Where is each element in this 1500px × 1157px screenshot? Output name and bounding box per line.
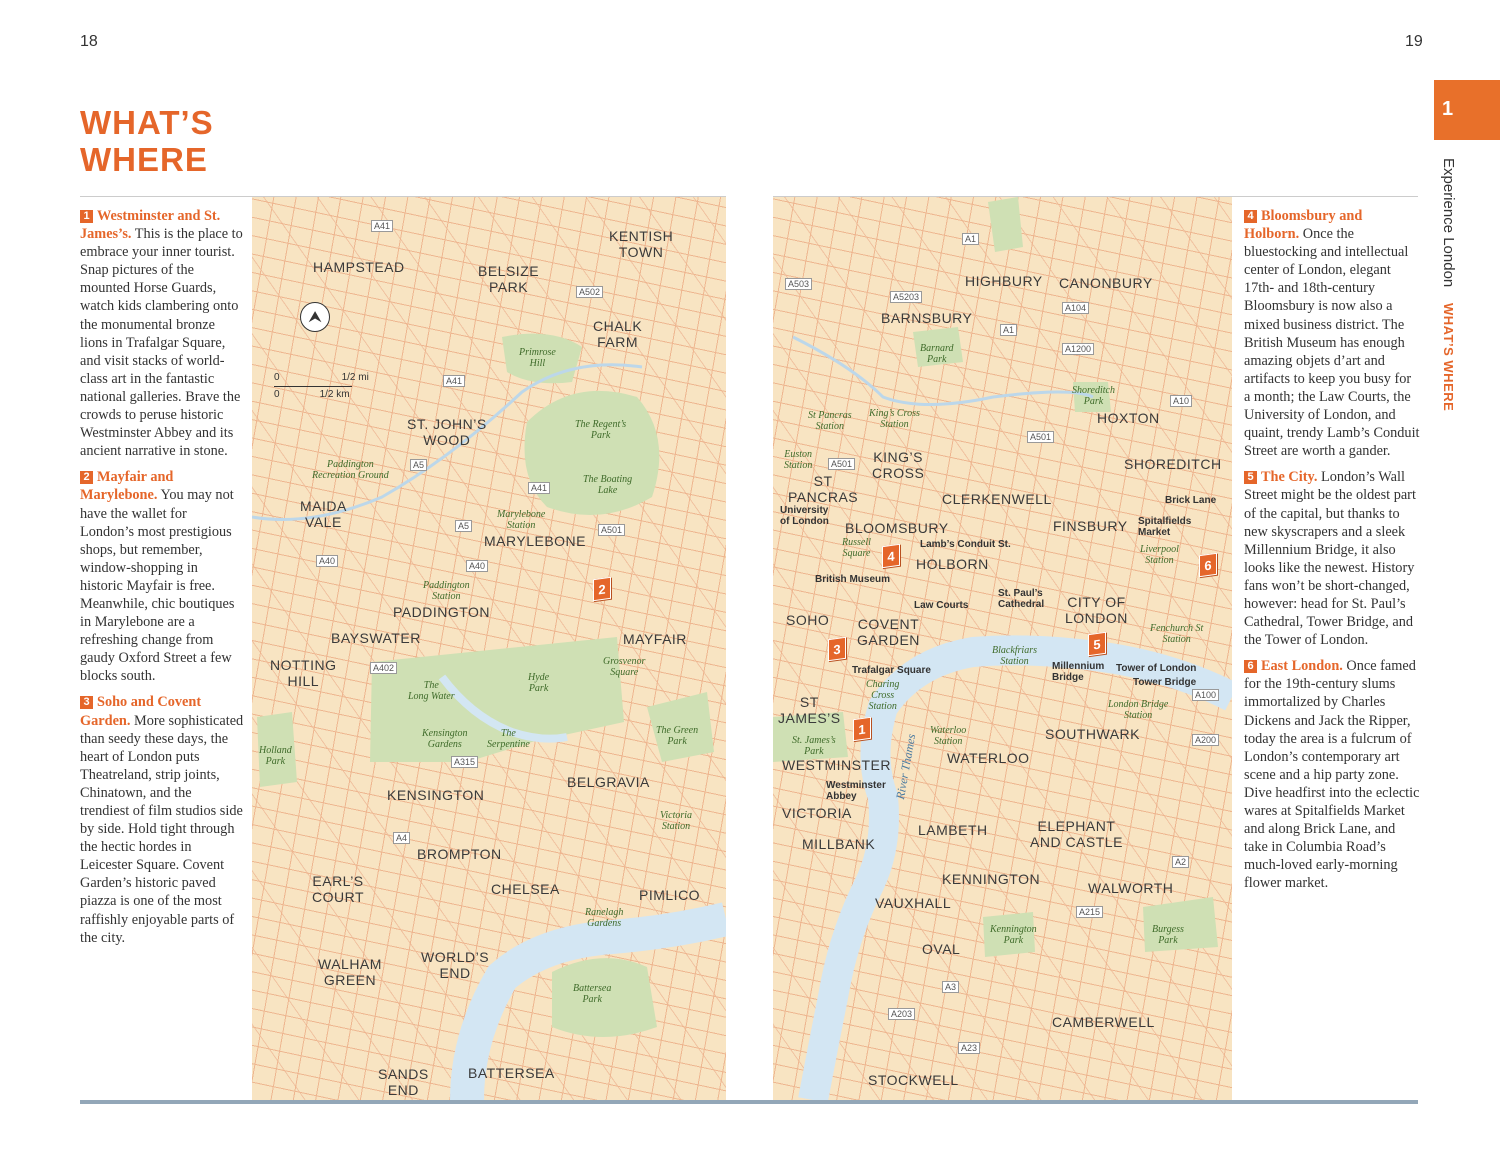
park-label: Victoria Station <box>660 810 693 832</box>
park-label: Paddington Station <box>423 580 470 602</box>
section-5 <box>1244 468 1420 649</box>
park-label: Euston Station <box>784 449 813 471</box>
scale-zero-km: 0 <box>274 389 280 400</box>
district-label: STOCKWELL <box>868 1072 959 1088</box>
district-label: SHOREDITCH <box>1124 456 1222 472</box>
section-number: 5 <box>1244 471 1257 484</box>
district-label: BROMPTON <box>417 846 502 862</box>
park-label: St. James’s Park <box>792 735 836 757</box>
scale-zero-mi: 0 <box>274 372 280 383</box>
river-label: River Thames <box>893 732 919 801</box>
title-line-1: WHAT’S <box>80 104 214 141</box>
road-label: A501 <box>598 524 625 536</box>
district-label: CHELSEA <box>491 881 560 897</box>
district-label: ST JAMES’S <box>778 694 841 726</box>
map-marker-1[interactable]: 1 <box>853 717 871 742</box>
section-name: Experience London <box>1440 158 1457 288</box>
landmark-label: Tower Bridge <box>1133 677 1197 688</box>
road-label: A2 <box>1172 856 1189 868</box>
district-label: PADDINGTON <box>393 604 491 620</box>
park-label: Fenchurch St Station <box>1150 623 1204 645</box>
road-label: A41 <box>528 482 550 494</box>
park-label: The Green Park <box>656 725 699 747</box>
park-label: The Regent’s Park <box>575 419 627 441</box>
landmark-label: Brick Lane <box>1165 495 1217 506</box>
section-body: This is the place to embrace your inner tourist. Snap pictures of the mounted Horse Guards, watch kids clambering onto the monumental bronze lions in Trafalgar Square, and visit stacks of world-class art in the fantastic national galleries. Brave the crowds to peruse historic Westminster Abbey and its ancient narrative in stone. <box>80 226 243 460</box>
district-label: ST. JOHN’S WOOD <box>407 416 487 448</box>
district-label: CITY OF LONDON <box>1065 594 1128 626</box>
park-highbury <box>988 197 1023 252</box>
section-6 <box>1244 657 1420 892</box>
district-label: BELSIZE PARK <box>478 263 540 295</box>
district-label: KENTISH TOWN <box>609 228 674 260</box>
district-label: CLERKENWELL <box>942 491 1052 507</box>
park-label: Battersea Park <box>573 983 612 1005</box>
section-title: Bloomsbury and Holborn. <box>1244 208 1363 243</box>
park-label: Liverpool Station <box>1140 544 1179 566</box>
section-title: East London. <box>1261 658 1343 675</box>
title-line-2: WHERE <box>80 141 208 178</box>
page-title <box>80 104 214 178</box>
section-number: 6 <box>1244 660 1257 673</box>
park-regents-park <box>525 391 660 515</box>
map-marker-6[interactable]: 6 <box>1199 553 1217 578</box>
landmark-label: Spitalfields Market <box>1138 516 1192 538</box>
road-label: A3 <box>942 981 959 993</box>
section-body: Once famed for the 19th-century slums immortalized by Charles Dickens and Jack the Ripper, today the area is a fulcrum of London’s contemporary art scene and a hip party zone. Dive headfirst into the eclectic wares at Spitalfields Market and along Brick Lane, and take in Columbia Road’s much-loved early-morning flower market. <box>1244 658 1420 892</box>
road-label: A4 <box>393 832 410 844</box>
map-marker-3[interactable]: 3 <box>828 637 846 662</box>
road-label: A5 <box>455 520 472 532</box>
landmark-label: Tower of London <box>1116 663 1197 674</box>
park-label: London Bridge Station <box>1108 699 1169 721</box>
section-body: You may not have the wallet for London’s most prestigious shops, but remember, window-shopping in historic Mayfair is free. Meanwhile, chic boutiques in Marylebone are a refreshing change from gaudy Oxford Street a few blocks south. <box>80 487 235 685</box>
map-marker-5[interactable]: 5 <box>1088 632 1106 657</box>
bottom-rule <box>80 1100 1418 1104</box>
road-label: A104 <box>1062 302 1089 314</box>
section-title: Mayfair and Marylebone. <box>80 469 174 504</box>
park-label: Barnard Park <box>920 343 954 365</box>
district-label: ST PANCRAS <box>788 473 859 505</box>
park-label: St Pancras Station <box>808 410 852 432</box>
district-label: WALHAM GREEN <box>318 956 382 988</box>
road-label: A1 <box>1000 324 1017 336</box>
park-label: Ranelagh Gardens <box>585 907 624 929</box>
park-label: Burgess Park <box>1152 924 1184 946</box>
district-label: CAMBERWELL <box>1052 1014 1155 1030</box>
park-label: Paddington Recreation Ground <box>312 459 389 481</box>
road-label: A402 <box>370 662 397 674</box>
district-label: VAUXHALL <box>875 895 952 911</box>
map-central-london <box>773 197 1232 1100</box>
district-label: SANDS END <box>378 1066 429 1098</box>
map-scale <box>274 372 369 400</box>
district-label: KENNINGTON <box>942 871 1041 887</box>
landmark-label: St. Paul’s Cathedral <box>998 588 1045 610</box>
section-3 <box>80 693 244 946</box>
district-label: SOHO <box>786 612 830 628</box>
district-label: CANONBURY <box>1059 275 1153 291</box>
road-label: A315 <box>451 756 478 768</box>
district-label: BAYSWATER <box>331 630 421 646</box>
park-label: Blackfriars Station <box>992 645 1037 667</box>
landmark-label: Lamb’s Conduit St. <box>920 539 1011 550</box>
district-label: COVENT GARDEN <box>857 616 920 648</box>
district-label: CHALK FARM <box>593 318 643 350</box>
landmark-label: Millennium Bridge <box>1052 661 1105 683</box>
district-label: BLOOMSBURY <box>845 520 949 536</box>
road-label: A41 <box>371 220 393 232</box>
district-label: NOTTING HILL <box>270 657 337 689</box>
section-2 <box>80 468 244 685</box>
road-label: A41 <box>443 375 465 387</box>
district-label: BATTERSEA <box>468 1065 555 1081</box>
road-label: A40 <box>316 555 338 567</box>
landmark-label: Westminster Abbey <box>826 780 886 802</box>
road-label: A5 <box>410 459 427 471</box>
district-label: BELGRAVIA <box>567 774 650 790</box>
district-label: ELEPHANT AND CASTLE <box>1030 818 1123 850</box>
section-body: London’s Wall Street might be the oldest part of the capital, but thanks to new skyscrapers and a sleek Millennium Bridge, it also looks like the newest. History fans won’t be short-changed, however: head for St. Paul’s Cathedral, Tower Bridge, and the Tower of London. <box>1244 469 1416 649</box>
district-label: MAYFAIR <box>623 631 687 647</box>
road-label: A501 <box>828 458 855 470</box>
landmark-label: Law Courts <box>914 600 969 611</box>
road-label: A1 <box>962 233 979 245</box>
district-label: MILLBANK <box>802 836 876 852</box>
district-label: MAIDA VALE <box>300 498 347 530</box>
section-number: 4 <box>1244 210 1257 223</box>
road-label: A502 <box>576 286 603 298</box>
section-1 <box>80 207 244 460</box>
park-label: King’s Cross Station <box>869 408 920 430</box>
road-label: A100 <box>1192 689 1219 701</box>
chapter-tab[interactable]: 1 <box>1434 80 1500 140</box>
district-label: LAMBETH <box>918 822 988 838</box>
district-label: VICTORIA <box>782 805 852 821</box>
road-label: A501 <box>1027 431 1054 443</box>
north-arrow-icon: ⮝ <box>300 302 330 332</box>
park-label: Kennington Park <box>990 924 1037 946</box>
section-title: Soho and Covent Garden. <box>80 694 202 729</box>
landmark-label: Trafalgar Square <box>852 665 931 676</box>
section-body: More sophisticated than seedy these days, the heart of London puts Theatreland, strip joints, Chinatown, and the trendiest of film studios side by side. Hold tight through the hectic hordes in Leicester Square. Covent Garden’s historic paved piazza is one of the most raffishly enjoyable parts of the city. <box>80 712 244 946</box>
district-label: WALWORTH <box>1088 880 1174 896</box>
road-label: A503 <box>785 278 812 290</box>
district-label: HOLBORN <box>916 556 989 572</box>
district-label: KING’S CROSS <box>872 449 925 481</box>
park-label: Russell Square <box>842 537 871 559</box>
district-label: FINSBURY <box>1053 518 1128 534</box>
map-marker-2[interactable]: 2 <box>593 577 611 602</box>
park-label: The Boating Lake <box>583 474 633 496</box>
park-label: Waterloo Station <box>930 725 967 747</box>
road-label: A203 <box>888 1008 915 1020</box>
landmark-label: British Museum <box>815 574 891 585</box>
district-label: PIMLICO <box>639 887 701 903</box>
district-label: KENSINGTON <box>387 787 485 803</box>
park-label: Holland Park <box>259 745 292 767</box>
road-label: A23 <box>958 1042 980 1054</box>
map-west-london <box>252 197 726 1100</box>
district-label: BARNSBURY <box>881 310 973 326</box>
park-label: Marylebone Station <box>497 509 546 531</box>
district-label: HIGHBURY <box>965 273 1043 289</box>
section-title: The City. <box>1261 469 1318 486</box>
landmark-label: University of London <box>780 505 829 527</box>
district-label: WATERLOO <box>947 750 1030 766</box>
road-label: A5203 <box>890 291 922 303</box>
park-label: Kensington Gardens <box>422 728 468 750</box>
park-label: The Long Water <box>408 680 455 702</box>
page-number-left: 18 <box>80 33 98 50</box>
section-title: Westminster and St. James’s. <box>80 208 221 243</box>
text-column-left <box>80 207 244 955</box>
district-label: OVAL <box>922 941 961 957</box>
road-label: A10 <box>1170 395 1192 407</box>
park-label: Hyde Park <box>528 672 550 694</box>
district-label: HOXTON <box>1097 410 1160 426</box>
district-label: HAMPSTEAD <box>313 259 405 275</box>
scale-km: 1/2 km <box>319 389 350 400</box>
road-label: A215 <box>1076 906 1103 918</box>
section-body: Once the bluestocking and intellectual center of London, elegant 17th- and 18th-century Bloomsbury is now also a mixed business district. The British Museum has enough amazing objets d’art and artifacts to keep you busy for a month; the Law Courts, the University of London, and quaint, trendy Lamb’s Conduit Street are worth a gander. <box>1244 226 1420 460</box>
section-number: 1 <box>80 210 93 223</box>
page-number-right: 19 <box>1405 33 1423 50</box>
district-label: WORLD’S END <box>421 949 490 981</box>
map-marker-4[interactable]: 4 <box>882 544 900 569</box>
district-label: WESTMINSTER <box>782 757 891 773</box>
running-head <box>1440 158 1457 412</box>
district-label: MARYLEBONE <box>484 533 586 549</box>
district-label: EARL’S COURT <box>312 873 365 905</box>
park-label: The Serpentine <box>487 728 530 750</box>
road-label: A200 <box>1192 734 1219 746</box>
text-column-right <box>1244 207 1420 900</box>
section-number: 2 <box>80 471 93 484</box>
district-label: SOUTHWARK <box>1045 726 1140 742</box>
subsection-name: WHAT’S WHERE <box>1441 303 1456 412</box>
park-label: Primrose Hill <box>519 347 556 369</box>
section-number: 3 <box>80 696 93 709</box>
scale-mi: 1/2 mi <box>341 372 369 383</box>
park-label: Shoreditch Park <box>1072 385 1115 407</box>
road-label: A1200 <box>1062 343 1094 355</box>
park-label: Grosvenor Square <box>603 656 646 678</box>
road-label: A40 <box>466 560 488 572</box>
section-4 <box>1244 207 1420 460</box>
park-label: Charing Cross Station <box>866 679 900 712</box>
